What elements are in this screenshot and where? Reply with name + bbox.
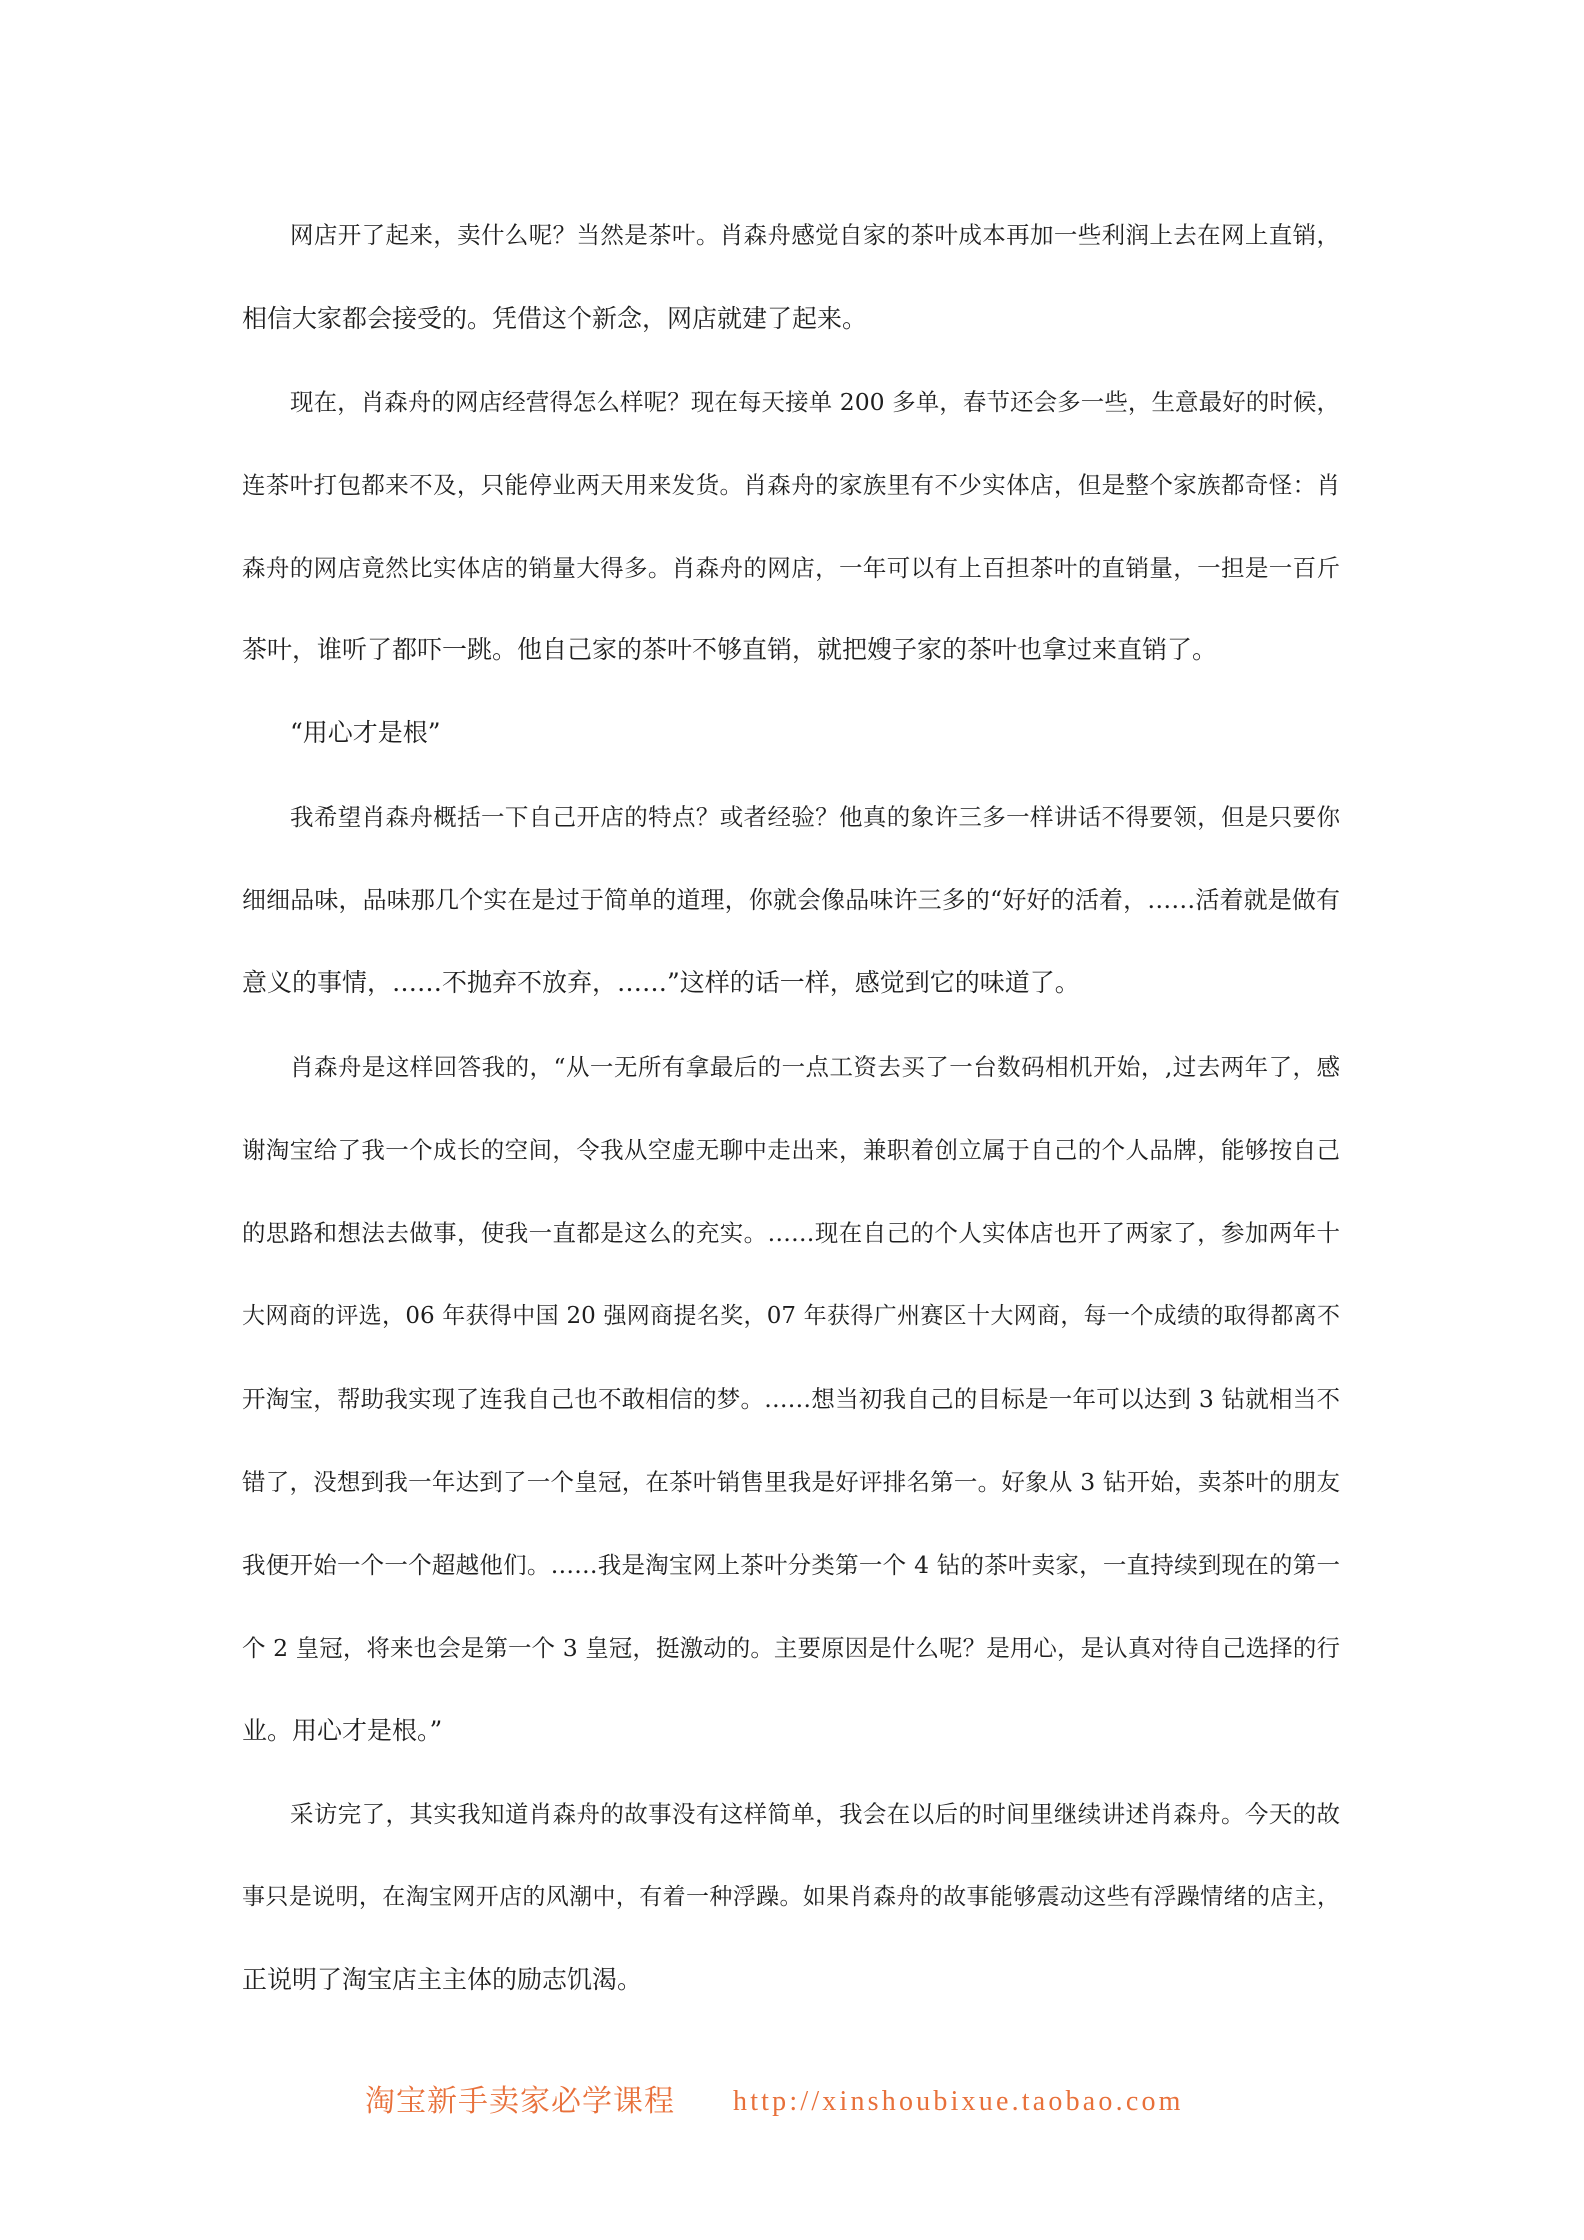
paragraph-4-line-3: 的思路和想法去做事，使我一直都是这么的充实。……现在自己的个人实体店也开了两家了，参加两年十 bbox=[242, 1219, 1340, 1247]
paragraph-2-line-4: 茶叶，谁听了都吓一跳。他自己家的茶叶不够直销，就把嫂子家的茶叶也拿过来直销了。 bbox=[242, 635, 1218, 664]
footer-title: 淘宝新手卖家必学课程 bbox=[365, 2084, 675, 2119]
paragraph-4-line-4: 大网商的评选，06 年获得中国 20 强网商提名奖，07 年获得广州赛区十大网商，每一个成绩的取得都离不 bbox=[242, 1303, 1340, 1329]
paragraph-4-line-9: 业。用心才是根。” bbox=[242, 1716, 443, 1745]
paragraph-3-line-1: 我希望肖森舟概括一下自己开店的特点？或者经验？他真的象许三多一样讲话不得要领，但是只要你 bbox=[290, 803, 1340, 831]
footer-url-link[interactable]: http://xinshoubixue.taobao.com bbox=[733, 2086, 1184, 2117]
paragraph-4-line-1: 肖森舟是这样回答我的，“从一无所有拿最后的一点工资去买了一台数码相机开始，,过去两年了，感 bbox=[290, 1053, 1340, 1081]
paragraph-5-line-2: 事只是说明，在淘宝网开店的风潮中，有着一种浮躁。如果肖森舟的故事能够震动这些有浮躁情绪的店主， bbox=[242, 1884, 1340, 1910]
paragraph-4-line-5: 开淘宝，帮助我实现了连我自己也不敢相信的梦。……想当初我自己的目标是一年可以达到 3 钻就相当不 bbox=[242, 1385, 1340, 1413]
paragraph-2-line-2: 连茶叶打包都来不及，只能停业两天用来发货。肖森舟的家族里有不少实体店，但是整个家族都奇怪：肖 bbox=[242, 471, 1340, 499]
paragraph-4-line-2: 谢淘宝给了我一个成长的空间，令我从空虚无聊中走出来，兼职着创立属于自己的个人品牌，能够按自己 bbox=[242, 1136, 1340, 1164]
page-footer bbox=[365, 2080, 1225, 2124]
paragraph-5-line-1: 采访完了，其实我知道肖森舟的故事没有这样简单，我会在以后的时间里继续讲述肖森舟。今天的故 bbox=[290, 1800, 1340, 1828]
section-heading: “用心才是根” bbox=[290, 718, 441, 747]
paragraph-4-line-7: 我便开始一个一个超越他们。……我是淘宝网上茶叶分类第一个 4 钻的茶叶卖家，一直持续到现在的第一 bbox=[242, 1551, 1340, 1579]
paragraph-4-line-6: 错了，没想到我一年达到了一个皇冠，在茶叶销售里我是好评排名第一。好象从 3 钻开始，卖茶叶的朋友 bbox=[242, 1468, 1340, 1496]
paragraph-4-line-8: 个 2 皇冠，将来也会是第一个 3 皇冠，挺激动的。主要原因是什么呢？是用心，是认真对待自己选择的行 bbox=[242, 1634, 1340, 1662]
paragraph-1-line-1: 网店开了起来，卖什么呢？当然是茶叶。肖森舟感觉自家的茶叶成本再加一些利润上去在网上直销， bbox=[290, 221, 1340, 249]
paragraph-3-line-2: 细细品味，品味那几个实在是过于简单的道理，你就会像品味许三多的“好好的活着，……活着就是做有 bbox=[242, 886, 1340, 914]
paragraph-3-line-3: 意义的事情，……不抛弃不放弃，……”这样的话一样，感觉到它的味道了。 bbox=[242, 968, 1080, 997]
paragraph-1-line-2: 相信大家都会接受的。凭借这个新念，网店就建了起来。 bbox=[242, 304, 868, 333]
paragraph-2-line-1: 现在，肖森舟的网店经营得怎么样呢？现在每天接单 200 多单，春节还会多一些，生意最好的时候， bbox=[290, 388, 1340, 416]
paragraph-2-line-3: 森舟的网店竟然比实体店的销量大得多。肖森舟的网店，一年可以有上百担茶叶的直销量，一担是一百斤 bbox=[242, 554, 1340, 582]
paragraph-5-line-3: 正说明了淘宝店主主体的励志饥渴。 bbox=[242, 1965, 643, 1994]
